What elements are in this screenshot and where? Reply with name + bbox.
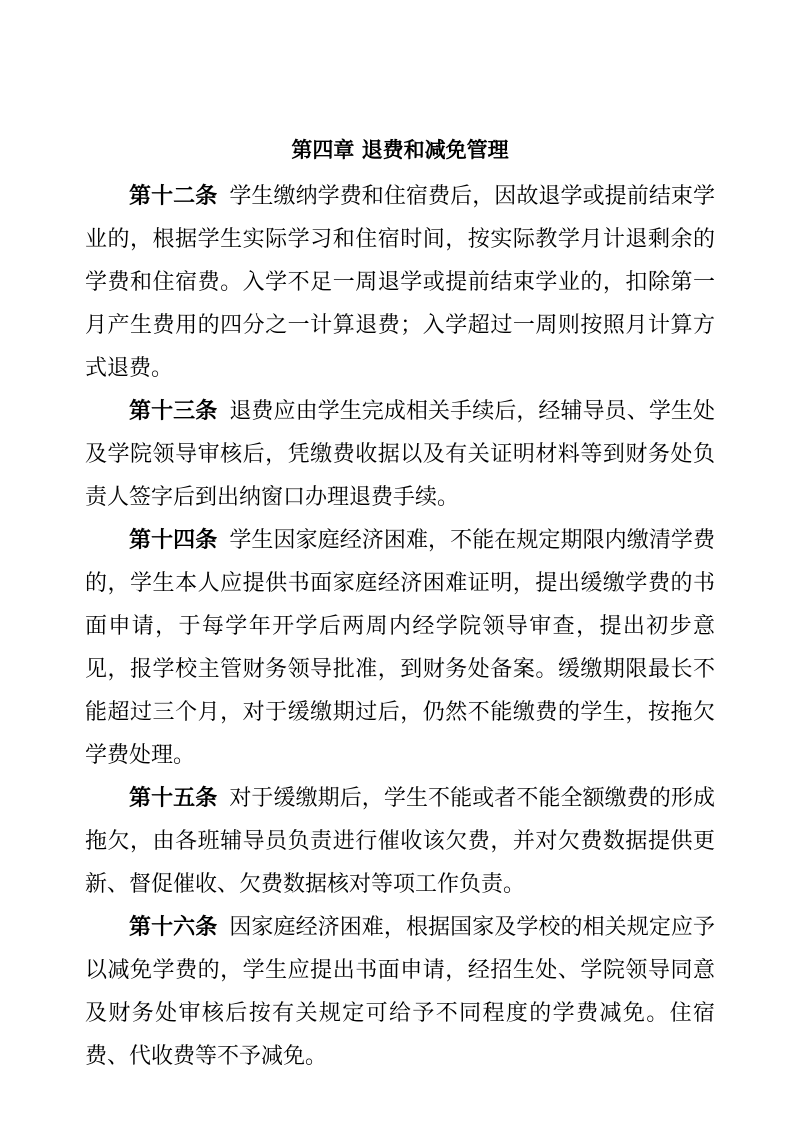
article-14-text: 学生因家庭经济困难，不能在规定期限内缴清学费的，学生本人应提供书面家庭经济困难证明，提出缓缴学费的书面申请，于每学年开学后两周内经学院领导审查，提出初步意见，报学校主管财务领导批准，到财务处备案。缓缴期限最长不能超过三个月，对于缓缴期过后，仍然不能缴费的学生，按拖欠学费处理。 xyxy=(85,527,715,767)
article-16 xyxy=(85,905,715,1077)
article-12-number: 第十二条 xyxy=(129,183,218,208)
article-13-text: 退费应由学生完成相关手续后，经辅导员、学生处及学院领导审核后，凭缴费收据以及有关证明材料等到财务处负责人签字后到出纳窗口办理退费手续。 xyxy=(85,398,715,509)
article-16-number: 第十六条 xyxy=(129,914,218,939)
article-14 xyxy=(85,518,715,776)
article-15 xyxy=(85,776,715,905)
article-15-text: 对于缓缴期后，学生不能或者不能全额缴费的形成拖欠，由各班辅导员负责进行催收该欠费，并对欠费数据提供更新、督促催收、欠费数据核对等项工作负责。 xyxy=(85,785,715,896)
article-15-number: 第十五条 xyxy=(129,785,218,810)
article-13 xyxy=(85,389,715,518)
chapter-title: 第四章 退费和减免管理 xyxy=(291,138,509,162)
article-14-number: 第十四条 xyxy=(129,527,218,552)
article-13-number: 第十三条 xyxy=(129,398,218,423)
article-16-text: 因家庭经济困难，根据国家及学校的相关规定应予以减免学费的，学生应提出书面申请，经招生处、学院领导同意及财务处审核后按有关规定可给予不同程度的学费减免。住宿费、代收费等不予减免。 xyxy=(85,914,715,1068)
article-12-text: 学生缴纳学费和住宿费后，因故退学或提前结束学业的，根据学生实际学习和住宿时间，按实际教学月计退剩余的学费和住宿费。入学不足一周退学或提前结束学业的，扣除第一月产生费用的四分之一计算退费；入学超过一周则按照月计算方式退费。 xyxy=(85,183,715,380)
article-12 xyxy=(85,174,715,389)
